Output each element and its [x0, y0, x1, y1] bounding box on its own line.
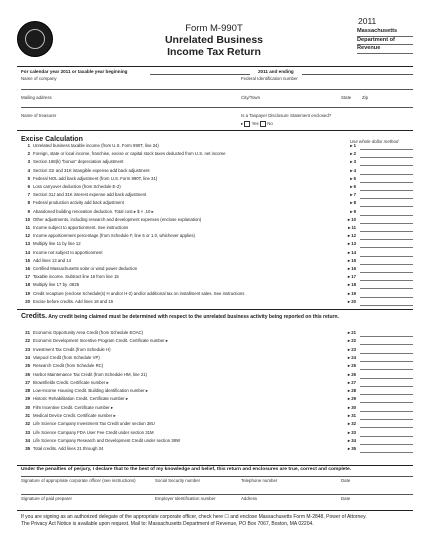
line-number: 18	[25, 282, 30, 288]
line-label: Section 31J and 31K interest expense add back adjustment	[33, 192, 147, 198]
line-number: 7	[27, 192, 30, 198]
line-label: Historic Rehabilitation Credit. Certificate number ▸	[33, 396, 129, 402]
credits-line-27	[21, 379, 413, 387]
excise-line-20	[21, 298, 413, 306]
perjury-statement: Under the penalties of perjury, I declare that to the best of my knowledge and belief, this return and enclosures are true, correct and complete.	[21, 467, 352, 472]
line-label: Certified Massachusetts solar or wind power deduction	[33, 266, 138, 271]
line-number: 33	[25, 429, 30, 435]
delegate-notice: If you are signing as an authorized delegate of the appropriate corporate officer, check here ☐ and enclose Massachusetts Form M-2848, Power of Attorney.	[21, 514, 367, 520]
line-label: Add lines 13 and 14	[33, 257, 71, 263]
line-number: 1	[27, 143, 30, 148]
amount-input[interactable]	[360, 250, 413, 257]
amount-input[interactable]	[360, 380, 413, 387]
excise-line-9	[21, 208, 413, 216]
line-ref-number: ▸ 13	[347, 241, 356, 247]
line-ref-number: ▸ 20	[347, 298, 356, 304]
form-title-line1: Unrelated Business	[164, 34, 264, 46]
credits-line-34	[21, 437, 413, 445]
line-number: 10	[25, 216, 30, 222]
officer-signature-field[interactable]: Signature of appropriate corporate officer (see instructions)	[21, 478, 136, 483]
amount-input[interactable]	[360, 258, 413, 265]
line-label: Economic Development Incentive Program Credit. Certificate number ▸	[33, 338, 168, 344]
line-number: 22	[25, 338, 30, 344]
amount-input[interactable]	[360, 225, 413, 232]
line-number: 15	[25, 257, 30, 263]
credits-line-22	[21, 337, 413, 345]
line-ref-number: ▸ 15	[347, 257, 356, 263]
excise-line-8	[21, 199, 413, 207]
line-number: 20	[25, 298, 30, 304]
credits-line-30	[21, 404, 413, 412]
amount-input[interactable]	[360, 159, 413, 166]
address-field[interactable]: Address	[241, 496, 258, 501]
line-ref-number: ▸ 1	[350, 143, 356, 148]
line-number: 8	[27, 200, 30, 206]
excise-line-10	[21, 216, 413, 224]
line-ref-number: ▸ 26	[347, 371, 356, 377]
line-label: Economic Opportunity Area Credit (from Schedule EOAC)	[33, 330, 144, 335]
phone-field[interactable]: Telephone number	[241, 478, 278, 483]
line-label: Medical Device Credit. Certificate number ▸	[33, 413, 116, 418]
amount-input[interactable]	[360, 438, 413, 445]
amount-input[interactable]	[360, 338, 413, 345]
amount-input[interactable]	[360, 291, 413, 298]
amount-input[interactable]	[360, 388, 413, 395]
credits-line-28	[21, 387, 413, 395]
line-label: Life Science Company Research and Development Credit under section 38W	[33, 437, 181, 443]
line-ref-number: ▸ 33	[347, 429, 356, 435]
line-ref-number: ▸ 2	[350, 151, 356, 157]
amount-input[interactable]	[360, 430, 413, 437]
period-label: For calendar year 2011 or taxable year beginning	[21, 69, 128, 74]
credits-line-29	[21, 395, 413, 403]
line-label: Federal production activity add back adjustment	[33, 200, 125, 206]
amount-input[interactable]	[360, 396, 413, 403]
credits-line-31	[21, 412, 413, 420]
date-field-1[interactable]: Date	[341, 478, 351, 483]
no-checkbox[interactable]	[260, 121, 266, 127]
line-number: 21	[25, 330, 30, 335]
amount-input[interactable]	[360, 330, 413, 337]
line-ref-number: ▸ 5	[350, 175, 356, 181]
line-ref-number: ▸ 31	[347, 413, 356, 418]
state-field[interactable]: State	[341, 95, 352, 100]
line-number: 28	[25, 388, 30, 394]
line-ref-number: ▸ 28	[347, 388, 356, 394]
line-ref-number: ▸ 10	[347, 216, 356, 222]
line-ref-number: ▸ 6	[350, 184, 356, 189]
excise-line-6	[21, 183, 413, 191]
amount-input[interactable]	[360, 282, 413, 289]
line-number: 31	[25, 413, 30, 418]
amount-input[interactable]	[360, 209, 413, 216]
line-label: Total credits. Add lines 21 through 34	[33, 446, 104, 452]
company-name-field[interactable]: Name of company	[21, 76, 57, 81]
line-number: 35	[25, 446, 30, 452]
line-label: Multiply line 11 by line 12	[33, 241, 81, 247]
whole-dollar-note: Use whole dollar method	[350, 139, 399, 144]
line-ref-number: ▸ 29	[347, 396, 356, 402]
line-label: Excise before credits. Add lines 18 and 19	[33, 298, 114, 304]
line-ref-number: ▸ 16	[347, 266, 356, 271]
yes-checkbox[interactable]	[244, 121, 250, 127]
line-number: 4	[27, 167, 30, 173]
form-title-line2: Income Tax Return	[167, 46, 261, 58]
amount-input[interactable]	[360, 151, 413, 158]
amount-input[interactable]	[360, 446, 413, 453]
excise-line-13	[21, 240, 413, 248]
preparer-signature-field[interactable]: Signature of paid preparer	[21, 496, 73, 501]
line-label: Unrelated business taxable income (from U.S. Form 990T, line 34)	[33, 143, 159, 148]
excise-line-19	[21, 290, 413, 298]
line-ref-number: ▸ 34	[347, 437, 356, 443]
amount-input[interactable]	[360, 355, 413, 362]
amount-input[interactable]	[360, 200, 413, 207]
line-number: 25	[25, 363, 30, 369]
ssn-field[interactable]: Social Security number	[155, 478, 201, 483]
amount-input[interactable]	[360, 217, 413, 224]
line-number: 19	[25, 290, 30, 296]
line-number: 6	[27, 184, 30, 189]
excise-line-15	[21, 257, 413, 265]
line-number: 14	[25, 249, 30, 255]
line-label: Income apportionment percentage (from Schedule F, line 5 or 1.0, whichever applies)	[33, 233, 195, 239]
line-number: 27	[25, 379, 30, 385]
line-label: Multiply line 17 by .0825	[33, 282, 80, 288]
excise-line-17	[21, 273, 413, 281]
amount-input[interactable]	[360, 168, 413, 175]
line-ref-number: ▸ 22	[347, 338, 356, 344]
amount-input[interactable]	[360, 233, 413, 240]
amount-input[interactable]	[360, 176, 413, 183]
line-number: 13	[25, 241, 30, 247]
excise-line-4	[21, 167, 413, 175]
period-ending: 2011 and ending	[258, 69, 294, 74]
form-title-block	[150, 23, 278, 58]
excise-line-1	[21, 142, 413, 150]
excise-line-16	[21, 265, 413, 273]
excise-line-3	[21, 158, 413, 166]
line-number: 29	[25, 396, 30, 402]
privacy-notice: The Privacy Act Notice is available upon request. Mail to: Massachusetts Department of Revenue, PO Box 7067, Boston, MA 02204.	[21, 521, 314, 527]
line-number: 12	[25, 233, 30, 239]
line-label: Federal NOL add back adjustment (from U.S. Form 990T, line 31)	[33, 175, 158, 181]
line-number: 3	[27, 159, 30, 165]
line-ref-number: ▸ 18	[347, 282, 356, 288]
line-ref-number: ▸ 11	[348, 225, 356, 230]
ein-field[interactable]: Employer Identification number	[155, 496, 216, 501]
excise-line-12	[21, 232, 413, 240]
amount-input[interactable]	[360, 347, 413, 354]
line-label: Vanpool Credit (from Schedule VP)	[33, 354, 100, 360]
line-label: Foreign, state or local income, franchise, excise or capital stock taxes deducted from U.S. net income	[33, 151, 226, 157]
line-label: Life Science Company FDA User Fee Credit under section 31M	[33, 429, 154, 435]
line-ref-number: ▸ 24	[347, 354, 356, 360]
amount-input[interactable]	[360, 413, 413, 420]
line-label: Investment Tax Credit (from Schedule H)	[33, 346, 111, 352]
line-number: 26	[25, 371, 30, 377]
footer-notice	[21, 514, 413, 528]
line-number: 5	[27, 175, 30, 181]
credits-line-25	[21, 362, 413, 370]
treasurer-field[interactable]: Name of treasurer	[21, 113, 57, 118]
line-number: 17	[25, 274, 30, 280]
line-number: 30	[25, 404, 30, 410]
excise-line-18	[21, 281, 413, 289]
fein-field[interactable]: Federal Identification number	[241, 76, 298, 81]
amount-input[interactable]	[360, 266, 413, 273]
line-label: Income subject to apportionment. See instructions	[33, 225, 129, 230]
line-label: Section 31I and 31K intangible expense add back adjustment	[33, 167, 150, 173]
line-number: 34	[25, 437, 30, 443]
line-number: 9	[27, 208, 30, 214]
excise-line-5	[21, 175, 413, 183]
date-field-2[interactable]: Date	[341, 496, 351, 501]
credits-line-24	[21, 354, 413, 362]
credits-line-32	[21, 420, 413, 428]
zip-field[interactable]: Zip	[362, 95, 369, 100]
amount-input[interactable]	[360, 421, 413, 428]
amount-input[interactable]	[360, 241, 413, 248]
line-label: Low-Income Housing Credit. Building identification number ▸	[33, 388, 148, 394]
line-ref-number: ▸ 17	[347, 274, 356, 280]
line-number: 2	[27, 151, 30, 157]
excise-line-7	[21, 191, 413, 199]
line-ref-number: ▸ 30	[347, 404, 356, 410]
line-ref-number: ▸ 23	[347, 346, 356, 352]
excise-line-11	[21, 224, 413, 232]
line-label: Other adjustments, including research and development expenses (enclose explanation)	[33, 216, 202, 222]
amount-input[interactable]	[360, 143, 413, 150]
line-ref-number: ▸ 14	[347, 249, 356, 255]
tax-year: 2011	[358, 16, 377, 26]
disclosure-options: ▸ Yes No	[241, 121, 273, 127]
credits-line-21	[21, 329, 413, 337]
line-number: 24	[25, 354, 30, 360]
amount-input[interactable]	[360, 184, 413, 191]
line-label: Film Incentive Credit. Certificate number ▸	[33, 404, 114, 410]
amount-input[interactable]	[360, 405, 413, 412]
line-ref-number: ▸ 35	[347, 446, 356, 452]
massachusetts-seal-icon	[17, 21, 53, 57]
line-label: Loss carryover deduction (from Schedule E-2)	[33, 184, 121, 189]
line-ref-number: ▸ 19	[347, 290, 356, 296]
line-ref-number: ▸ 3	[350, 159, 356, 165]
line-ref-number: ▸ 7	[350, 192, 356, 198]
disclosure-question: Is a Taxpayer Disclosure Statement enclosed?	[241, 113, 332, 118]
line-label: Harbor Maintenance Tax Credit (from Schedule HM, line 21)	[33, 371, 148, 377]
line-ref-number: ▸ 21	[347, 330, 356, 335]
department-name: Massachusetts Department of Revenue	[357, 28, 413, 54]
line-ref-number: ▸ 9	[350, 208, 356, 214]
line-ref-number: ▸ 4	[350, 167, 356, 173]
line-label: Brownfields Credit. Certificate number ▸	[33, 379, 109, 385]
excise-line-2	[21, 150, 413, 158]
amount-input[interactable]	[360, 372, 413, 379]
amount-input[interactable]	[360, 299, 413, 306]
line-number: 11	[25, 225, 30, 230]
credits-line-23	[21, 346, 413, 354]
line-number: 23	[25, 346, 30, 352]
line-label: Abandoned building renovation deduction. Total cost ▸ $ × .10 ▸	[33, 208, 154, 214]
line-number: 16	[25, 266, 30, 271]
form-number: Form M-990T	[185, 23, 243, 34]
excise-heading: Excise Calculation	[21, 136, 83, 143]
line-ref-number: ▸ 25	[347, 363, 356, 369]
credits-heading: Credits.	[21, 313, 48, 320]
line-ref-number: ▸ 8	[350, 200, 356, 206]
amount-input[interactable]	[360, 192, 413, 199]
credits-line-35	[21, 445, 413, 453]
line-label: Income not subject to apportionment	[33, 249, 103, 255]
line-label: Credit recapture (enclose Schedule(s) H and/or H-2) and/or additional tax on installment sales. See instructions	[33, 290, 245, 296]
line-ref-number: ▸ 32	[347, 421, 356, 427]
mailing-address-field[interactable]: Mailing address	[21, 95, 52, 100]
line-label: Life Science Company Investment Tax Credit under section 38U	[33, 421, 155, 427]
excise-line-14	[21, 249, 413, 257]
credits-intro: Credits. Any credit being claimed must be determined with respect to the unrelated business activity being reported on this return.	[21, 313, 339, 320]
city-field[interactable]: City/Town	[241, 95, 261, 100]
line-label: Research Credit (from Schedule RC)	[33, 363, 104, 369]
line-number: 32	[25, 421, 30, 427]
credits-line-33	[21, 429, 413, 437]
line-label: Taxable income. Subtract line 16 from line 15	[33, 274, 119, 280]
line-ref-number: ▸ 12	[347, 233, 356, 239]
amount-input[interactable]	[360, 274, 413, 281]
line-label: Section 168(k) "bonus" depreciation adjustment	[33, 159, 124, 165]
credits-line-26	[21, 371, 413, 379]
line-ref-number: ▸ 27	[347, 379, 356, 385]
amount-input[interactable]	[360, 363, 413, 370]
